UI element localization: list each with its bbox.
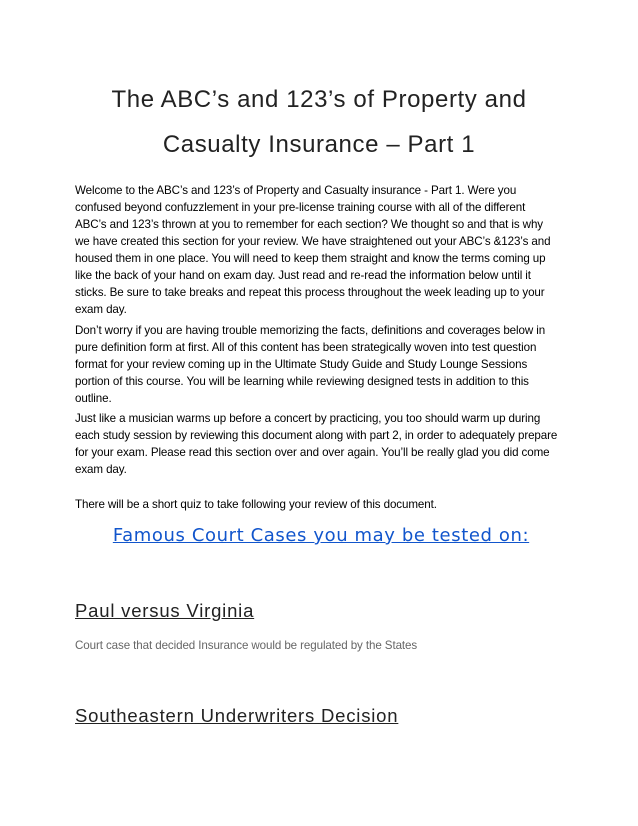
court-cases-heading: Famous Court Cases you may be tested on: [112,525,530,546]
memorization-paragraph: Don’t worry if you are having trouble memorizing the facts, definitions and coverages below in pure definition form at first. All of this content has been strategically woven into test question format for your review coming up in the Ultimate Study Guide and Study Lounge Sessions portion of this course. You will be learning while reviewing designed tests in addition to this outline. [75,324,546,405]
case-title-southeastern-underwriters: Southeastern Underwriters Decision [75,705,399,726]
quiz-note-paragraph: There will be a short quiz to take following your review of this document. [75,498,437,511]
document-title-line-2: Casualty Insurance – Part 1 [162,131,476,158]
intro-paragraph: Welcome to the ABC’s and 123’s of Property and Casualty insurance - Part 1. Were you confused beyond confuzzlement in your pre-license training course with all of the different ABC’s and 123’s thrown at you to remember for each section? We thought so and that is why we have created this section for your review. We have straightened out your ABC’s &123’s and housed them in one place. You will need to keep them straight and know the terms coming up like the back of your hand on exam day. Just read and re-read the information below until it sticks. Be sure to take breaks and repeat this process throughout the week leading up to your exam day. [75,184,551,316]
case-title-paul-v-virginia: Paul versus Virginia [75,600,255,621]
document-title-line-1: The ABC’s and 123’s of Property and [111,86,527,113]
warmup-paragraph: Just like a musician warms up before a concert by practicing, you too should warm up during each study session by reviewing this document along with part 2, in order to adequately prepare for your exam. Please read this section over and over again. You’ll be really glad you did come exam day. [75,412,558,476]
case-description-paul-v-virginia: Court case that decided Insurance would be regulated by the States [75,639,418,652]
